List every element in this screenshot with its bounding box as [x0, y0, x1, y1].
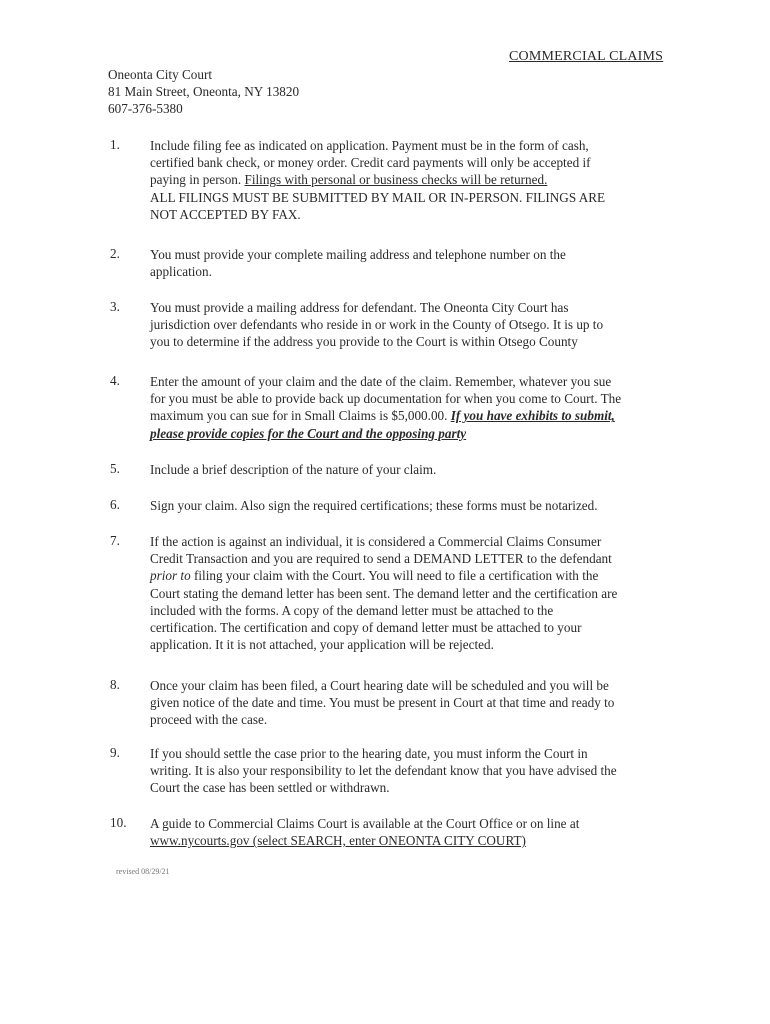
item-line: A guide to Commercial Claims Court is available at the Court Office or on line at	[150, 816, 580, 831]
item-line: ALL FILINGS MUST BE SUBMITTED BY MAIL OR IN-PERSON. FILINGS ARE	[150, 189, 606, 205]
italic-phrase: prior to	[150, 568, 191, 584]
item-number: 4.	[110, 373, 120, 388]
item-text-segment: paying in person.	[150, 172, 242, 188]
item-number: 9.	[110, 745, 120, 760]
item-number: 3.	[110, 299, 120, 314]
item-line: Court the case has been settled or withdrawn.	[150, 780, 390, 796]
court-phone: 607-376-5380	[108, 101, 183, 116]
item-number: 7.	[110, 533, 120, 548]
item-line: Include filing fee as indicated on application. Payment must be in the form of cash,	[150, 138, 589, 153]
item-text	[150, 745, 652, 797]
item-line: writing. It is also your responsibility to let the defendant know that you have advised the	[150, 763, 617, 779]
item-text-segment: filing your claim with the Court. You will need to file a certification with the	[193, 568, 599, 584]
item-line: You must provide your complete mailing address and telephone number on the	[150, 247, 566, 262]
item-text	[150, 461, 652, 478]
item-text	[150, 497, 652, 514]
item-number: 5.	[110, 461, 120, 476]
item-line: given notice of the date and time. You must be present in Court at that time and ready to	[150, 695, 615, 711]
item-line	[150, 567, 652, 584]
item-line: You must provide a mailing address for defendant. The Oneonta City Court has	[150, 300, 569, 315]
court-name: Oneonta City Court	[108, 67, 213, 82]
item-line: Court stating the demand letter has been sent. The demand letter and the certification are	[150, 585, 618, 601]
item-text	[150, 677, 652, 729]
item-line: Enter the amount of your claim and the date of the claim. Remember, whatever you sue	[150, 374, 612, 389]
item-number: 1.	[110, 137, 120, 152]
item-text	[150, 373, 652, 442]
item-number: 6.	[110, 497, 120, 512]
item-text-segment: maximum you can sue for in Small Claims is $5,000.00.	[150, 408, 448, 424]
item-line: application.	[150, 264, 212, 280]
item-number: 2.	[110, 246, 120, 261]
item-text	[150, 533, 652, 653]
item-line: jurisdiction over defendants who reside in or work in the County of Otsego. It is up to	[150, 317, 604, 333]
underlined-warning: Filings with personal or business checks will be returned.	[244, 172, 548, 188]
item-line: for you must be able to provide back up documentation for when you come to Court. The	[150, 391, 622, 407]
item-line: proceed with the case.	[150, 712, 268, 728]
item-line: If you should settle the case prior to the hearing date, you must inform the Court in	[150, 746, 588, 761]
document-title: COMMERCIAL CLAIMS	[509, 49, 664, 64]
item-line: you to determine if the address you provide to the Court is within Otsego County	[150, 334, 578, 350]
item-line: application. It it is not attached, your application will be rejected.	[150, 637, 494, 653]
item-line: If the action is against an individual, it is considered a Commercial Claims Consumer	[150, 534, 602, 549]
item-line: Include a brief description of the nature of your claim.	[150, 462, 437, 477]
item-line: Credit Transaction and you are required to send a DEMAND LETTER to the defendant	[150, 551, 612, 567]
item-text	[150, 246, 652, 280]
website-link-line[interactable]: www.nycourts.gov (select SEARCH, enter ONEONTA CITY COURT)	[150, 833, 526, 849]
item-text	[150, 137, 652, 223]
item-line: Sign your claim. Also sign the required certifications; these forms must be notarized.	[150, 498, 598, 513]
court-street-address: 81 Main Street, Oneonta, NY 13820	[108, 84, 300, 99]
item-line: included with the forms. A copy of the demand letter must be attached to the	[150, 602, 554, 618]
item-line: certified bank check, or money order. Credit card payments will only be accepted if	[150, 155, 591, 171]
court-address-block	[108, 66, 299, 117]
item-line	[150, 171, 652, 188]
emphasized-note: please provide copies for the Court and the opposing party	[150, 425, 467, 441]
item-text	[150, 299, 652, 351]
item-line: Once your claim has been filed, a Court hearing date will be scheduled and you will be	[150, 678, 609, 693]
item-text	[150, 815, 652, 849]
emphasized-note: If you have exhibits to submit,	[450, 408, 615, 424]
item-line: certification. The certification and copy of demand letter must be attached to your	[150, 620, 582, 636]
item-line: NOT ACCEPTED BY FAX.	[150, 206, 301, 222]
item-number: 10.	[110, 815, 127, 830]
item-line	[150, 407, 652, 424]
revision-date: revised 08/29/21	[116, 867, 170, 876]
item-number: 8.	[110, 677, 120, 692]
